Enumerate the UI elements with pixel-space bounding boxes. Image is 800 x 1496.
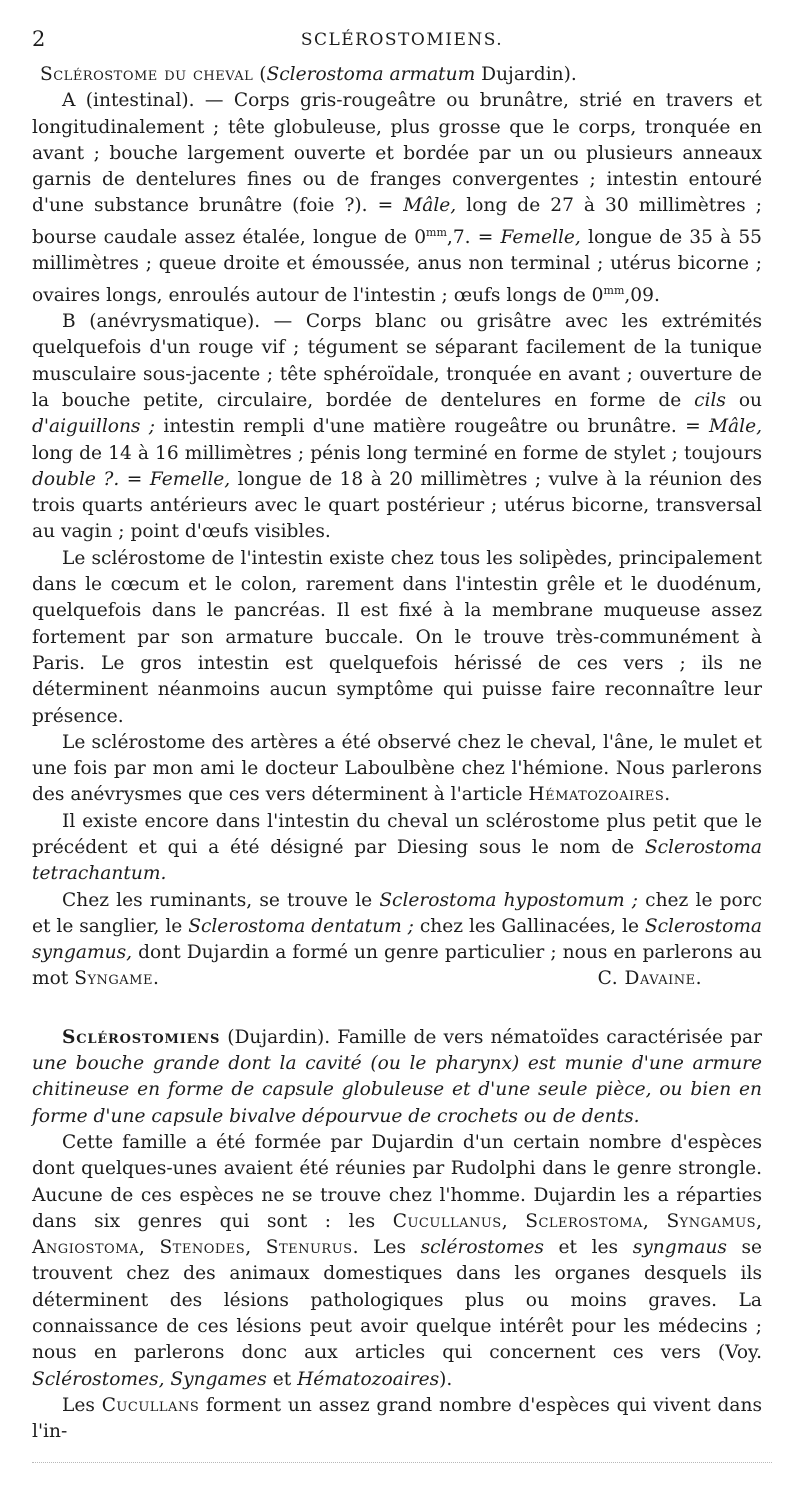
text: , (642, 1210, 667, 1232)
footer-dotted-rule (32, 1462, 772, 1463)
text-italic: Sclerostoma syngamus, (32, 915, 762, 964)
page-number: 2 (32, 27, 46, 51)
text: , (138, 1237, 160, 1259)
paragraph-variety-a (32, 88, 762, 309)
text: long de 27 à 30 millimètres ; bourse caudale assez étalée, longue de 0 (32, 195, 762, 248)
text: forment un assez grand nombre d'espèces qui vivent dans l'in- (32, 1394, 762, 1443)
paragraph-variety-b (32, 309, 762, 546)
text: long de 14 à 16 millimètres ; pénis long terminé en forme de stylet ; toujours (32, 442, 762, 464)
paragraph-intestinal: Le sclérostome de l'intestin existe chez tous les solipèdes, principalement dans le cœcum et le colon, rarement dans l'intestin grêle et le duodénum, quelquefois dans le pancréas. Il est fixé à la membrane muqueuse assez fortement par son armature buccale. On le trouve très-communément à Paris. Le gros intestin est quelquefois hérissé de ces vers ; ils ne déterminent néanmoins aucun symptôme qui puisse faire reconnaître leur présence. (32, 547, 762, 727)
text: longue de 35 à 55 millimètres ; queue droite et émoussée, anus non terminal ; utérus bicorne ; ovaires longs, enroulés autour de l'intestin ; œufs longs de 0 (32, 226, 762, 306)
text-italic: Sclerostoma dentatum ; (188, 915, 414, 937)
text: se trouvent chez des animaux domestiques dans les organes desquels ils déterminent des lésions pathologiques plus ou moins graves. La connaissance de ces lésions peut avoir quelque intérêt pour les médecins ; nous en parlerons donc aux articles qui concernent ces vers (Voy. (32, 1237, 763, 1364)
text: Cette famille a été formée par Dujardin d'un certain nombre d'espèces dont quelques-unes avaient été réunies par Rudolphi dans le genre strongle. Aucune de ces espèces ne se trouve chez l'homme. Dujardin les a réparties dans six genres qui sont : les (32, 1131, 762, 1232)
cross-reference: Syngame (74, 968, 153, 990)
genus-name: Stenodes (159, 1237, 246, 1259)
text: B (anévrysmatique). — Corps blanc ou grisâtre avec les extrémités quelquefois d'un rouge vif ; tégument se séparant facilement de la tunique musculaire sous-jacente ; tête sphéroïdale, tronquée en avant ; ouverture de la bouche petite, circulaire, bordée de dentelures en forme de (32, 311, 762, 411)
text-italic: Mâle, (709, 416, 762, 438)
text: ,7. = (446, 226, 501, 248)
text: chez les Gallinacées, le (413, 915, 645, 937)
title-punct: ( (253, 64, 267, 85)
text-italic: sclérostomes (420, 1237, 544, 1259)
genus-name: Cucullanus (392, 1210, 502, 1232)
entry-definition (32, 1025, 762, 1130)
text: , (501, 1210, 526, 1232)
text: intestin rempli d'une matière rougeâtre ou brunâtre. = (155, 416, 709, 438)
text-italic: Sclerostoma tetrachantum. (32, 836, 762, 885)
page-header (32, 27, 772, 53)
text-italic: cils (694, 389, 726, 411)
text: ,09. (624, 284, 660, 306)
text-italic: double ?. (32, 468, 120, 490)
text: longue de 18 à 20 millimètres ; vulve à la réunion des trois quarts antérieurs avec le quart postérieur ; utérus bicorne, transversal au vagin ; point d'œufs visibles. (32, 468, 763, 543)
text: (Dujardin). Famille de vers nématoïdes caractérisée par (220, 1026, 762, 1048)
genus-name: Cucullans (101, 1394, 200, 1416)
paragraph-family (32, 1130, 762, 1393)
text: dont Dujardin a formé un genre particulier ; nous en parlerons au mot (32, 942, 762, 990)
text: Le sclérostome des artères a été observé chez le cheval, l'âne, le mulet et une fois par mon ami le docteur Laboulbène chez l'hémione. Nous parlerons des anévrysmes que ces vers déterminent à l'article (32, 731, 762, 806)
text: ). (439, 1368, 453, 1390)
genus-name: Sclerostoma (525, 1210, 643, 1232)
text: Il existe encore dans l'intestin du cheval un sclérostome plus petit que le précédent et qui a été désigné par Diesing sous le nom de (32, 810, 762, 858)
text: = (119, 468, 150, 490)
genus-name: Syngamus (666, 1210, 757, 1232)
text: Chez les ruminants, se trouve le (62, 889, 380, 911)
article-title-latin: Sclerostoma armatum (266, 64, 476, 85)
text: , (756, 1210, 763, 1232)
article-title-term: Sclérostome du cheval (40, 64, 254, 85)
text-italic: syngmaus (632, 1237, 727, 1259)
cross-reference: Hématozoaires (528, 784, 665, 806)
text-italic: une bouche grande dont la cavité (ou le pharynx) est munie d'une armure chitineuse en forme de capsule globuleuse et d'une seule pièce, ou bien en forme d'une capsule bivalve dépourvue de crochets ou de dents. (32, 1053, 762, 1127)
section-spacer (32, 993, 762, 1025)
paragraph-cucullans (32, 1393, 762, 1446)
text: , (245, 1237, 266, 1259)
text-italic: Sclérostomes, Syngames (32, 1368, 267, 1390)
title-author: Dujardin). (475, 64, 577, 85)
text: chez le porc et le sanglier, le (32, 889, 762, 937)
paragraph-ruminants (32, 888, 762, 993)
text-italic: Sclerostoma hypostomum ; (379, 889, 639, 911)
author-signature: C. Davaine. (597, 968, 702, 990)
paragraph-arteries (32, 730, 762, 809)
text: et les (543, 1237, 633, 1259)
text: A (intestinal). — Corps gris-rougeâtre ou brunâtre, strié en travers et longitudinalement ; tête globuleuse, plus grosse que le corps, tronquée en avant ; bouche largement ouverte et bordée par un ou plusieurs anneaux garnis de dentelures fines ou de franges convergentes ; intestin entouré d'une substance brunâtre (foie ?). = (32, 90, 762, 217)
text: et (266, 1368, 298, 1390)
text-italic: Hématozoaires (297, 1368, 440, 1390)
genus-name: Stenurus (265, 1237, 353, 1259)
text-italic: Mâle, (403, 195, 457, 217)
superscript: mm (426, 225, 447, 239)
text: Les (62, 1394, 102, 1416)
page-body (32, 62, 762, 1446)
text-italic: d'aiguillons ; (32, 416, 156, 438)
text-italic: Femelle, (500, 226, 581, 248)
running-title: SCLÉROSTOMIENS. (300, 30, 504, 50)
superscript: mm (603, 283, 625, 297)
text-italic: Femelle, (149, 468, 231, 490)
article-title (32, 62, 762, 88)
text: ou (725, 389, 762, 411)
text: . Les (352, 1237, 421, 1259)
paragraph-tetrachantum (32, 809, 762, 888)
genus-name: Angiostoma (32, 1237, 139, 1259)
entry-headword: Sclérostomiens (62, 1026, 221, 1048)
text: . (153, 968, 159, 990)
text: . (664, 784, 671, 806)
